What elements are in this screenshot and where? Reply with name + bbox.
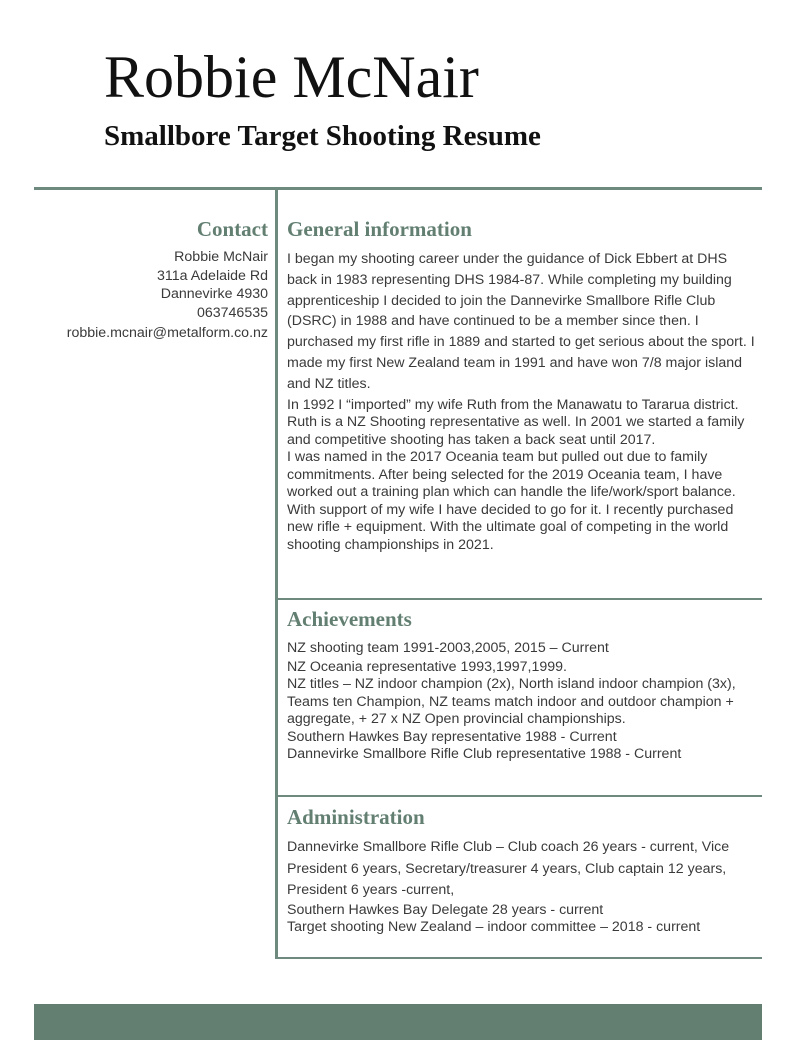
general-paragraph-3: I was named in the 2017 Oceania team but pulled out due to family commitments. After being selected for the 2019 Oceania team, I have worked out a training plan which can handle the life/work/sport balance. With support of my wife I have decided to go for it. I recently purchased new rifle + equipment. With the ultimate goal of competing in the world shooting championships in 2021. (287, 449, 736, 553)
general-information-section (287, 216, 755, 554)
contact-section (40, 216, 268, 343)
resume-title: Smallbore Target Shooting Resume (104, 120, 541, 152)
achievements-section (287, 606, 755, 764)
column-divider (275, 187, 278, 959)
administration-paragraph-3: Target shooting New Zealand – indoor committee – 2018 - current (287, 919, 701, 935)
footer-bar (34, 1004, 762, 1040)
contact-heading: Contact (196, 217, 268, 241)
top-divider (34, 187, 762, 190)
general-paragraph-2: In 1992 I “imported” my wife Ruth from the Manawatu to Tararua district. Ruth is a NZ Shooting representative as well. In 2001 we started a family and competitive shooting has taken a back seat until 2017. (287, 396, 745, 448)
achievement-item: Dannevirke Smallbore Rifle Club representative 1988 - Current (287, 746, 682, 762)
general-information-heading: General information (287, 217, 472, 241)
resume-name: Robbie McNair (104, 44, 479, 110)
bottom-divider (278, 957, 762, 959)
achievement-item: NZ shooting team 1991-2003,2005, 2015 – Current (287, 640, 609, 656)
administration-divider (278, 795, 762, 797)
contact-phone: 063746535 (196, 304, 268, 321)
achievements-heading: Achievements (287, 607, 412, 631)
contact-name: Robbie McNair (174, 249, 268, 265)
achievements-divider (278, 598, 762, 600)
contact-email: robbie.mcnair@metalform.co.nz (66, 325, 268, 341)
achievement-item: NZ titles – NZ indoor champion (2x), North island indoor champion (3x), Teams ten Champion, NZ teams match indoor and outdoor champion + aggregate, + 27 x NZ Open provincial championships. (287, 676, 736, 727)
administration-paragraph-2: Southern Hawkes Bay Delegate 28 years - current (287, 901, 604, 918)
general-paragraph-1: I began my shooting career under the guidance of Dick Ebbert at DHS back in 1983 representing DHS 1984-87. While completing my building apprenticeship I decided to join the Dannevirke Smallbore Rifle Club (DSRC) in 1988 and have continued to be a member since then. I purchased my first rifle in 1889 and started to get serious about the sport. I made my first New Zealand team in 1991 and have won 7/8 major island and NZ titles. (287, 251, 755, 392)
administration-section (287, 804, 755, 937)
contact-address-line2: Dannevirke 4930 (160, 286, 268, 302)
achievement-item: NZ Oceania representative 1993,1997,1999. (287, 658, 567, 675)
administration-heading: Administration (287, 805, 425, 829)
administration-paragraph-1: Dannevirke Smallbore Rifle Club – Club coach 26 years - current, Vice President 6 years, Secretary/treasurer 4 years, Club captain 12 years, President 6 years -current, (287, 839, 730, 898)
contact-address-line1: 311a Adelaide Rd (157, 267, 268, 284)
achievement-item: Southern Hawkes Bay representative 1988 - Current (287, 728, 617, 745)
